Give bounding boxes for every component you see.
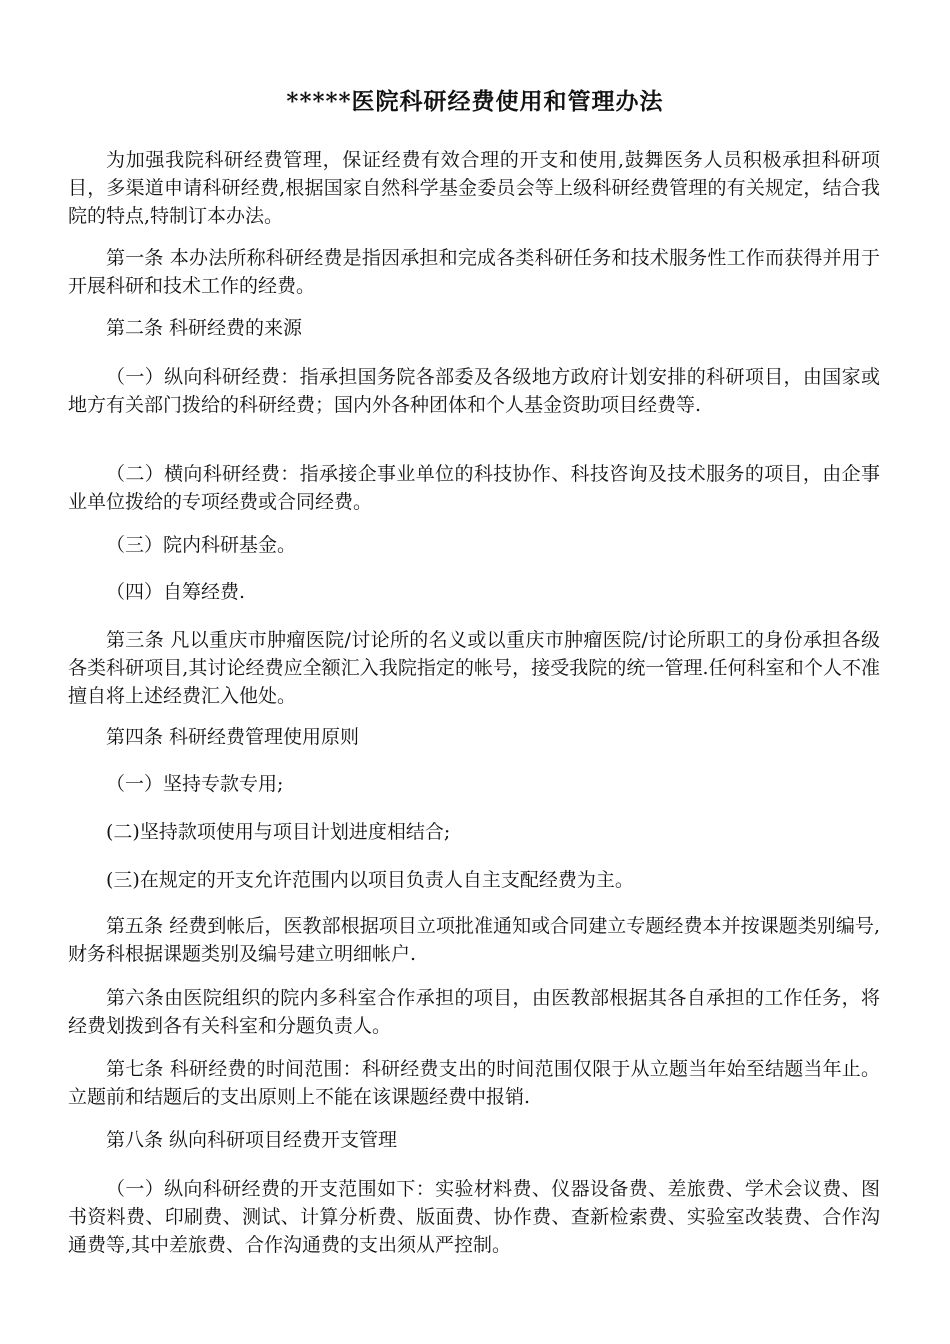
article-6-paragraph: 第六条由医院组织的院内多科室合作承担的项目，由医教部根据其各自承担的工作任务，将经费划拨到各有关科室和分题负责人。	[68, 987, 880, 1037]
article-7-paragraph: 第七条 科研经费的时间范围：科研经费支出的时间范围仅限于从立题当年始至结题当年止。立题前和结题后的支出原则上不能在该课题经费中报销.	[68, 1058, 880, 1108]
article-2-item-3: （三）院内科研基金。	[106, 534, 297, 556]
article-3-paragraph: 第三条 凡以重庆市肿瘤医院/讨论所的名义或以重庆市肿瘤医院/讨论所职工的身份承担各级各类科研项目,其讨论经费应全额汇入我院指定的帐号，接受我院的统一管理.任何科室和个人不准擅自将上述经费汇入他处。	[68, 629, 880, 707]
article-4-item-3: (三)在规定的开支允许范围内以项目负责人自主支配经费为主。	[106, 869, 634, 891]
article-4-item-2: (二)坚持款项使用与项目计划进度相结合;	[106, 821, 451, 843]
document-title: *****医院科研经费使用和管理办法	[286, 88, 664, 115]
article-8-heading: 第八条 纵向科研项目经费开支管理	[106, 1129, 398, 1151]
article-5-paragraph: 第五条 经费到帐后，医教部根据项目立项批准通知或合同建立专题经费本并按课题类别编号,财务科根据课题类别及编号建立明细帐户.	[68, 915, 880, 965]
article-4-item-1: （一）坚持专款专用;	[106, 773, 284, 795]
article-8-item-1: （一）纵向科研经费的开支范围如下：实验材料费、仪器设备费、差旅费、学术会议费、图书资料费、印刷费、测试、计算分析费、版面费、协作费、查新检索费、实验室改装费、合作沟通费等,其中差旅费、合作沟通费的支出须从严控制。	[68, 1178, 880, 1256]
article-2-item-2: （二）横向科研经费：指承接企事业单位的科技协作、科技咨询及技术服务的项目，由企事业单位拨给的专项经费或合同经费。	[68, 463, 880, 513]
article-2-item-1: （一）纵向科研经费：指承担国务院各部委及各级地方政府计划安排的科研项目，由国家或地方有关部门拨给的科研经费；国内外各种团体和个人基金资助项目经费等.	[68, 366, 880, 416]
article-4-heading: 第四条 科研经费管理使用原则	[106, 726, 360, 748]
article-1-paragraph: 第一条 本办法所称科研经费是指因承担和完成各类科研任务和技术服务性工作而获得并用于开展科研和技术工作的经费。	[68, 247, 880, 297]
article-2-heading: 第二条 科研经费的来源	[106, 317, 303, 339]
article-2-item-4: （四）自筹经费.	[106, 581, 246, 603]
intro-paragraph: 为加强我院科研经费管理，保证经费有效合理的开支和使用,鼓舞医务人员积极承担科研项目，多渠道申请科研经费,根据国家自然科学基金委员会等上级科研经费管理的有关规定，结合我院的特点,特制订本办法。	[68, 149, 880, 227]
